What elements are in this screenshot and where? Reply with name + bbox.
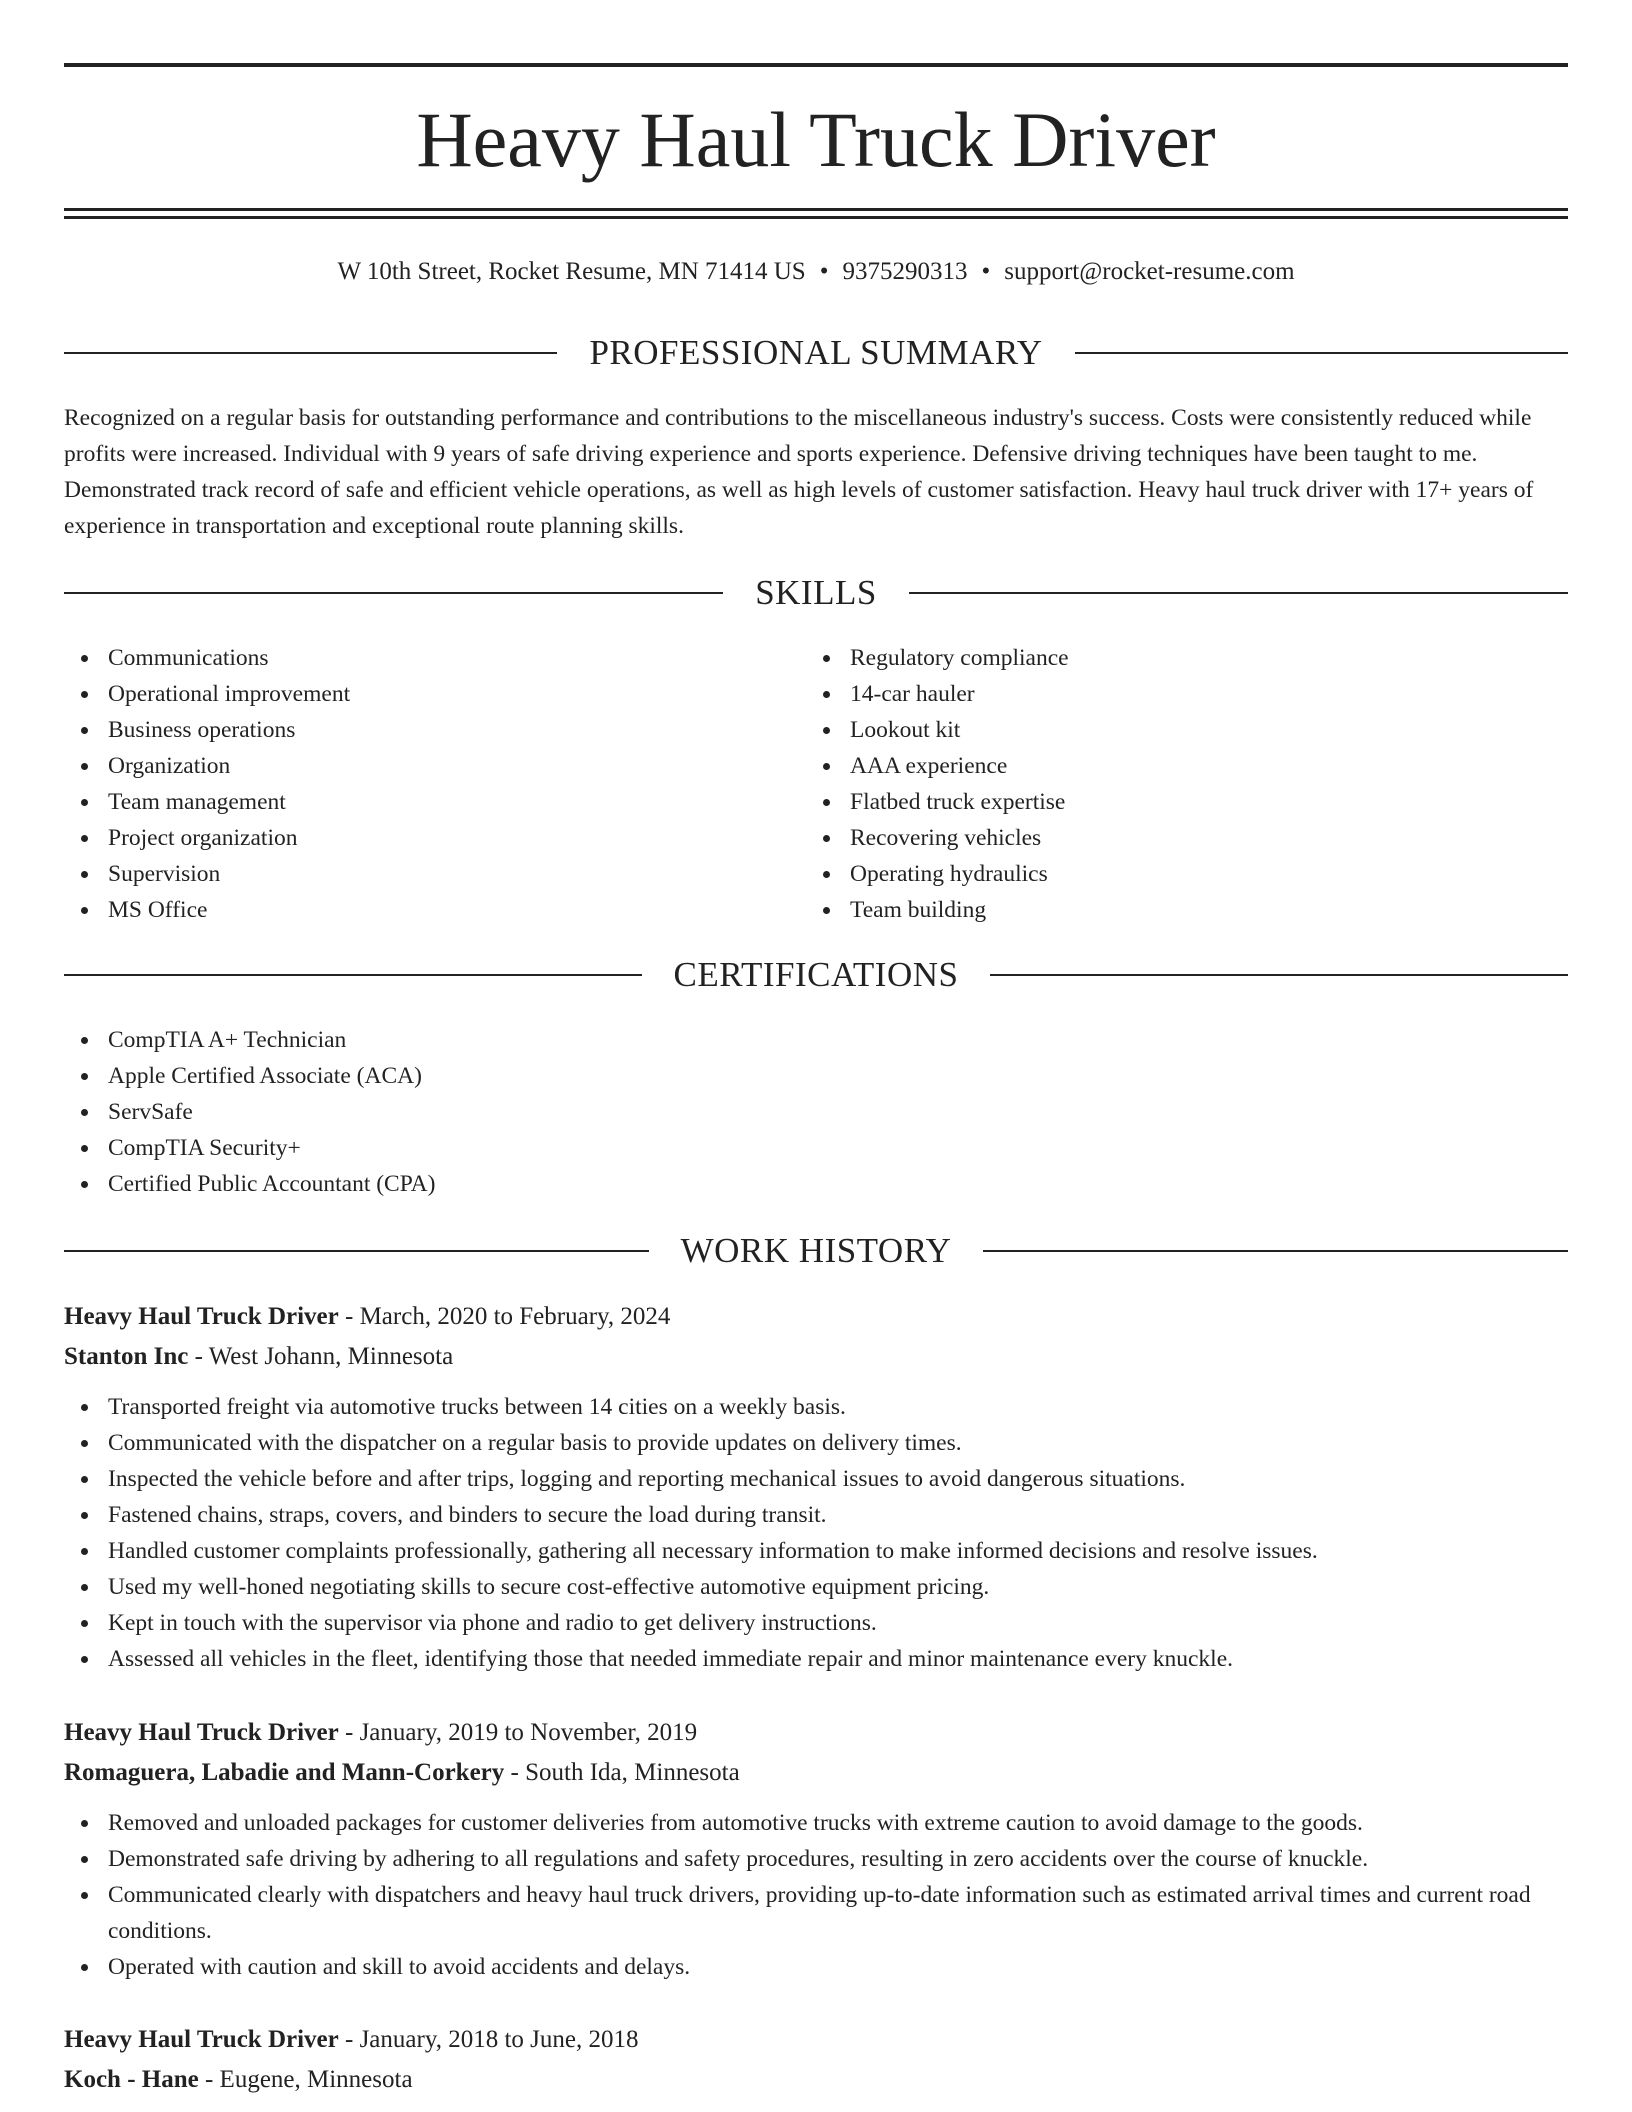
header-bottom-rule-double bbox=[64, 216, 1568, 219]
list-item: Removed and unloaded packages for customer deliveries from automotive trucks with extreme caution to avoid damage to the goods. bbox=[64, 1805, 1568, 1841]
list-item: Team management bbox=[64, 784, 804, 820]
skills-list-right bbox=[806, 640, 1546, 928]
section-rule-left bbox=[64, 352, 557, 354]
contact-line bbox=[64, 256, 1568, 288]
list-item: CompTIA Security+ bbox=[64, 1130, 1568, 1166]
job-company-line bbox=[64, 1753, 1568, 1793]
list-item: Used my well-honed negotiating skills to secure cost-effective automotive equipment pricing. bbox=[64, 1569, 1568, 1605]
list-item: Certified Public Accountant (CPA) bbox=[64, 1166, 1568, 1202]
section-rule-left bbox=[64, 592, 723, 594]
list-item: Lookout kit bbox=[806, 712, 1546, 748]
section-title: SKILLS bbox=[755, 573, 877, 612]
job-location: - West Johann, Minnesota bbox=[188, 1343, 454, 1370]
job-location: - South Ida, Minnesota bbox=[504, 1759, 740, 1786]
list-item: MS Office bbox=[64, 892, 804, 928]
job-role: Heavy Haul Truck Driver bbox=[64, 1719, 339, 1746]
list-item: Project organization bbox=[64, 820, 804, 856]
job-company: Romaguera, Labadie and Mann-Corkery bbox=[64, 1759, 505, 1786]
section-header-skills bbox=[64, 573, 1568, 613]
list-item: Handled customer complaints professionally, gathering all necessary information to make informed decisions and resolve issues. bbox=[64, 1533, 1568, 1569]
contact-separator: • bbox=[981, 258, 991, 285]
list-item: Transported freight via automotive trucks between 14 cities on a weekly basis. bbox=[64, 1389, 1568, 1425]
contact-email: support@rocket-resume.com bbox=[1004, 258, 1295, 285]
job-entry bbox=[64, 2020, 1568, 2100]
job-entry bbox=[64, 1297, 1568, 1677]
list-item: Operating hydraulics bbox=[806, 856, 1546, 892]
list-item: Demonstrated safe driving by adhering to all regulations and safety procedures, resulting in zero accidents over the course of knuckle. bbox=[64, 1841, 1568, 1877]
job-location: - Eugene, Minnesota bbox=[198, 2066, 413, 2093]
skills-list-left bbox=[64, 640, 804, 928]
section-rule-right bbox=[990, 974, 1568, 976]
list-item: Apple Certified Associate (ACA) bbox=[64, 1058, 1568, 1094]
section-title: PROFESSIONAL SUMMARY bbox=[589, 333, 1043, 372]
job-company-line bbox=[64, 1337, 1568, 1377]
list-item: 14-car hauler bbox=[806, 676, 1546, 712]
section-title: WORK HISTORY bbox=[680, 1231, 952, 1270]
job-role: Heavy Haul Truck Driver bbox=[64, 2026, 339, 2053]
section-rule-right bbox=[909, 592, 1568, 594]
list-item: Flatbed truck expertise bbox=[806, 784, 1546, 820]
list-item: Communicated clearly with dispatchers and heavy haul truck drivers, providing up-to-date information such as estimated arrival times and current road conditions. bbox=[64, 1877, 1568, 1949]
list-item: Communications bbox=[64, 640, 804, 676]
list-item: Inspected the vehicle before and after trips, logging and reporting mechanical issues to avoid dangerous situations. bbox=[64, 1461, 1568, 1497]
header-top-rule bbox=[64, 63, 1568, 67]
section-rule-left bbox=[64, 974, 642, 976]
candidate-name: Heavy Haul Truck Driver bbox=[416, 96, 1216, 183]
job-entry bbox=[64, 1713, 1568, 1985]
contact-address: W 10th Street, Rocket Resume, MN 71414 US bbox=[337, 258, 806, 285]
list-item: CompTIA A+ Technician bbox=[64, 1022, 1568, 1058]
section-rule-right bbox=[983, 1250, 1568, 1252]
job-role: Heavy Haul Truck Driver bbox=[64, 1303, 339, 1330]
job-dates: - January, 2019 to November, 2019 bbox=[338, 1719, 698, 1746]
list-item: Communicated with the dispatcher on a regular basis to provide updates on delivery times. bbox=[64, 1425, 1568, 1461]
section-header-summary bbox=[64, 333, 1568, 373]
list-item: Operated with caution and skill to avoid accidents and delays. bbox=[64, 1949, 1568, 1985]
list-item: Regulatory compliance bbox=[806, 640, 1546, 676]
job-company: Koch - Hane bbox=[64, 2066, 199, 2093]
section-rule-right bbox=[1075, 352, 1568, 354]
list-item: Kept in touch with the supervisor via phone and radio to get delivery instructions. bbox=[64, 1605, 1568, 1641]
list-item: Operational improvement bbox=[64, 676, 804, 712]
list-item: Fastened chains, straps, covers, and binders to secure the load during transit. bbox=[64, 1497, 1568, 1533]
job-role-line bbox=[64, 1297, 1568, 1337]
list-item: Organization bbox=[64, 748, 804, 784]
section-header-certifications bbox=[64, 955, 1568, 995]
job-role-line bbox=[64, 1713, 1568, 1753]
summary-text: Recognized on a regular basis for outstanding performance and contributions to the miscellaneous industry's success. Costs were consistently reduced while profits were increased. Individual with 9 years of safe driving experience and sports experience. Defensive driving techniques have been taught to me. Demonstrated track record of safe and efficient vehicle operations, as well as high levels of customer satisfaction. Heavy haul truck driver with 17+ years of experience in transportation and exceptional route planning skills. bbox=[64, 405, 1534, 539]
list-item: Team building bbox=[806, 892, 1546, 928]
certifications-list bbox=[64, 1022, 1568, 1202]
contact-phone: 9375290313 bbox=[842, 258, 968, 285]
job-company-line bbox=[64, 2060, 1568, 2100]
list-item: Supervision bbox=[64, 856, 804, 892]
job-bullets bbox=[64, 1805, 1568, 1985]
job-dates: - March, 2020 to February, 2024 bbox=[338, 1303, 671, 1330]
list-item: Business operations bbox=[64, 712, 804, 748]
job-company: Stanton Inc bbox=[64, 1343, 189, 1370]
job-dates: - January, 2018 to June, 2018 bbox=[338, 2026, 639, 2053]
job-bullets bbox=[64, 1389, 1568, 1677]
list-item: ServSafe bbox=[64, 1094, 1568, 1130]
contact-separator: • bbox=[819, 258, 829, 285]
header-bottom-rule bbox=[64, 208, 1568, 211]
job-role-line bbox=[64, 2020, 1568, 2060]
list-item: Recovering vehicles bbox=[806, 820, 1546, 856]
list-item: Assessed all vehicles in the fleet, identifying those that needed immediate repair and minor maintenance every knuckle. bbox=[64, 1641, 1568, 1677]
section-title: CERTIFICATIONS bbox=[673, 955, 959, 994]
section-rule-left bbox=[64, 1250, 649, 1252]
list-item: AAA experience bbox=[806, 748, 1546, 784]
section-header-work-history bbox=[64, 1231, 1568, 1271]
